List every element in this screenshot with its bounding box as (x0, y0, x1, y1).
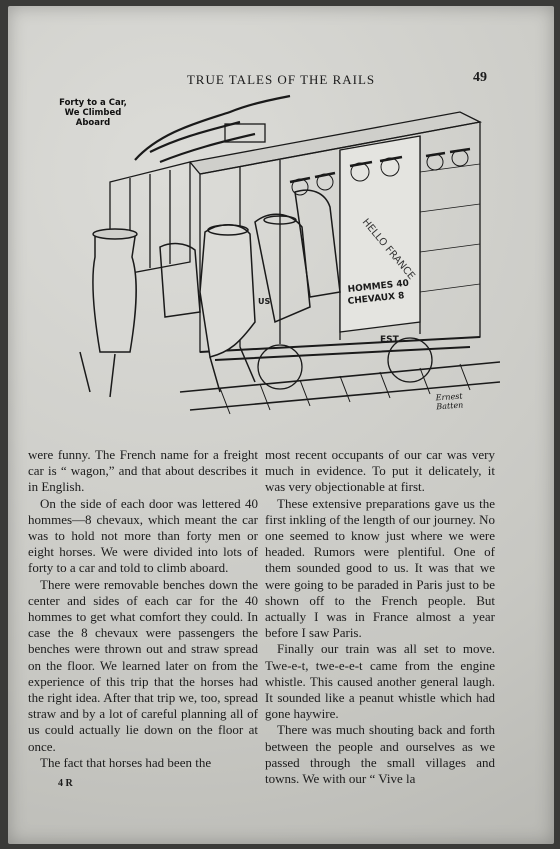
paragraph: were funny. The French name for a freight car is “ wagon,” and that about describes it in English. (28, 447, 258, 495)
left-column (28, 447, 258, 771)
paragraph: These extensive preparations gave us the first inkling of the length of our journey. No one seemed to know just where we were headed. Rumors were plentiful. One of them sounded good to us. It was that we were going to be paraded in Paris just to be shown off to the French people. But actually I was in France almost a year before I saw Paris. (265, 495, 495, 641)
artist-signature: Ernest Batten (435, 391, 464, 412)
running-head: TRUE TALES OF THE RAILS (186, 72, 376, 87)
illustration-caption: Forty to a Car, We Climbed Aboard (59, 98, 127, 128)
car-lettering-chevaux: CHEVAUX 8 (347, 291, 405, 307)
car-marking: EST (380, 335, 399, 345)
printer-signature-mark: 4 R (58, 778, 73, 789)
paragraph: Finally our train was all set to move. Twe-e-t, twe-e-e-t came from the engine whistle. This caused another general laugh. It sounded like a peanut whistle which had gone haywire. (265, 641, 495, 722)
car-lettering-hommes: HOMMES 40 (347, 278, 410, 295)
train-illustration (40, 92, 500, 440)
right-column (265, 447, 495, 787)
paragraph: most recent occupants of our car was very much in evidence. To put it delicately, it was very objectionable at first. (265, 447, 495, 495)
soldiers-boarding (80, 190, 340, 397)
paragraph: The fact that horses had been the (40, 754, 212, 770)
soldier-pack-badge: US (258, 297, 271, 306)
paragraph: There were removable benches down the center and sides of each car for the 40 hommes to get what comfort they could. In case the 8 chevaux were passengers the benches were thrown out and straw spread on the floor. We learned later on from the experience of this trip that the horses had the right idea. After that trip we, too, spread straw and by a lot of careful planning all of us could actually lie down on the floor at once. (28, 576, 258, 754)
paragraph: On the side of each door was lettered 40 hommes—8 chevaux, which meant the car was to hold not more than forty men or eight horses. We were divided into lots of forty to a car and told to climb aboard. (28, 495, 258, 576)
freight-car-roof (190, 112, 480, 174)
page-number: 49 (473, 70, 487, 85)
chalk-graffiti: HELLO FRANCE (359, 216, 417, 282)
paragraph: There was much shouting back and forth between the people and ourselves as we passed through the small villages and towns. We with our “ Vive la (265, 722, 495, 787)
